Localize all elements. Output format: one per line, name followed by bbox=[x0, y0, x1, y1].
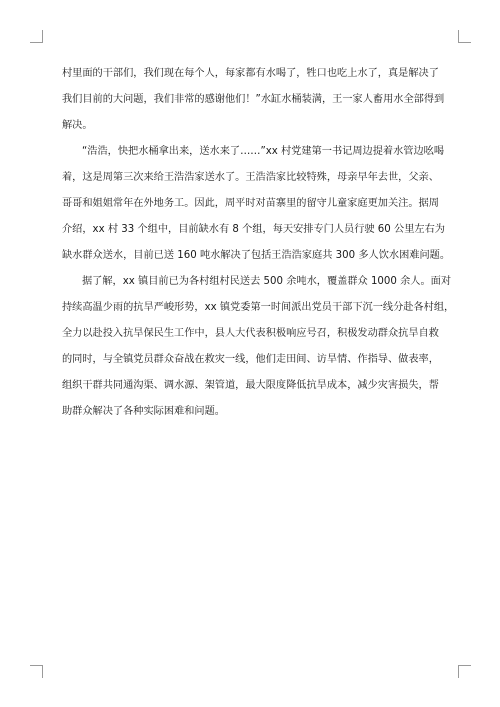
text-line: 哥哥和姐姐常年在外地务工。因此，周平时对苗寨里的留守儿童家庭更加关注。据周 bbox=[62, 198, 439, 209]
text-line: 村里面的干部们，我们现在每个人，每家都有水喝了，牲口也吃上水了，真是解决了 bbox=[62, 68, 439, 79]
text-line: 介绍，xx 村 33 个组中，目前缺水有 8 个组，每天安排专门人员行驶 60 公里左右为 bbox=[62, 224, 445, 235]
text-line: 组织干群共同通沟渠、调水源、架管道，最大限度降低抗旱成本，减少灾害损失，帮 bbox=[62, 380, 439, 391]
paragraph-1 bbox=[62, 68, 445, 132]
crop-mark-bottom-right bbox=[458, 665, 471, 678]
text-line: 的同时，与全镇党员群众奋战在救灾一线，他们走田间、访旱情、作指导、做表率， bbox=[62, 354, 439, 365]
text-line: 持续高温少雨的抗旱严峻形势，xx 镇党委第一时间派出党员干部下沉一线分赴各村组， bbox=[62, 302, 455, 313]
crop-mark-bottom-left bbox=[30, 665, 43, 678]
text-line: “浩浩，快把水桶拿出来，送水来了……”xx 村党建第一书记周边提着水管边吆喝 bbox=[82, 146, 445, 157]
text-line: 助群众解决了各种实际困难和问题。 bbox=[62, 406, 225, 417]
crop-mark-top-left bbox=[30, 30, 43, 43]
body-text bbox=[62, 68, 455, 418]
text-line: 解决。 bbox=[62, 120, 93, 131]
text-line: 全力以赴投入抗旱保民生工作中，县人大代表积极响应号召，积极发动群众抗旱自救 bbox=[62, 328, 439, 339]
crop-mark-top-right bbox=[458, 30, 471, 43]
text-line: 我们目前的大问题，我们非常的感谢他们！”水缸水桶装满，王一家人畜用水全部得到 bbox=[62, 94, 445, 105]
text-line: 缺水群众送水，目前已送 160 吨水解决了包括王浩浩家庭共 300 多人饮水困难问题。 bbox=[62, 250, 451, 261]
paragraph-2 bbox=[62, 146, 451, 262]
text-line: 据了解，xx 镇目前已为各村组村民送去 500 余吨水，覆盖群众 1000 余人。面对 bbox=[82, 276, 452, 287]
paragraph-3 bbox=[62, 276, 455, 418]
text-line: 着，这是周第三次来给王浩浩家送水了。王浩浩家比较特殊，母亲早年去世，父亲、 bbox=[62, 172, 439, 183]
